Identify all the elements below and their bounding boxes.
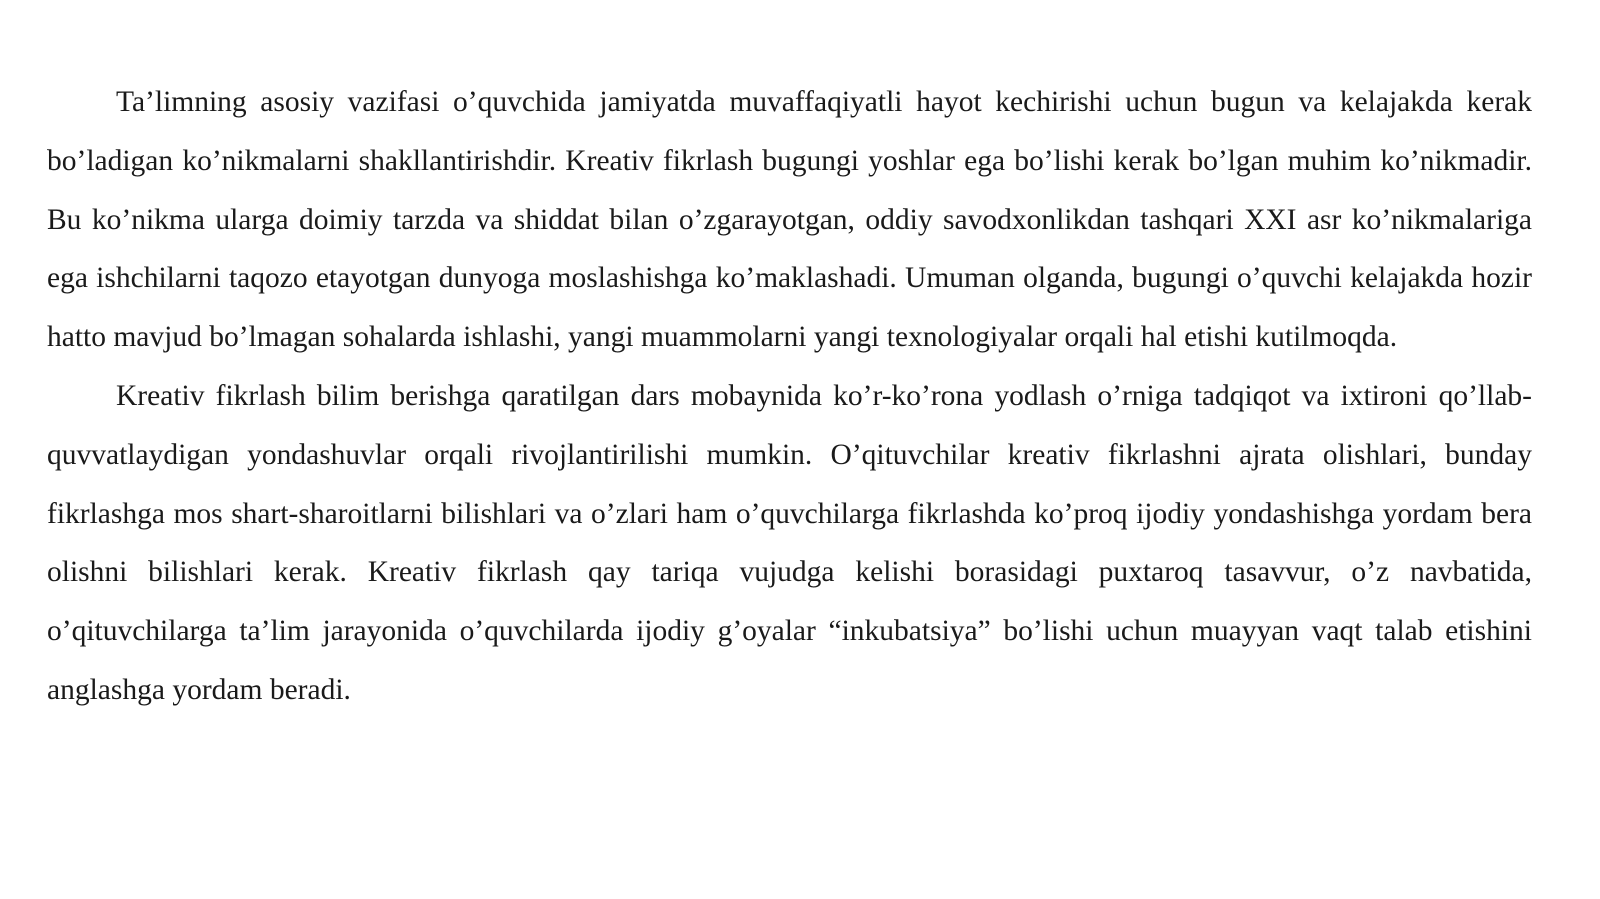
document-page — [47, 73, 1532, 720]
paragraph-1: Ta’limning asosiy vazifasi o’quvchida jamiyatda muvaffaqiyatli hayot kechirishi uchun bugun va kelajakda kerak bo’ladigan ko’nikmalarni shakllantirishdir. Kreativ fikrlash bugungi yoshlar ega bo’lishi kerak bo’lgan muhim ko’nikmadir. Bu ko’nikma ularga doimiy tarzda va shiddat bilan o’zgarayotgan, oddiy savodxonlikdan tashqari XXI asr ko’nikmalariga ega ishchilarni taqozo etayotgan dunyoga moslashishga ko’maklashadi. Umuman olganda, bugungi o’quvchi kelajakda hozir hatto mavjud bo’lmagan sohalarda ishlashi, yangi muammolarni yangi texnologiyalar orqali hal etishi kutilmoqda. — [47, 86, 1532, 354]
paragraph-2: Kreativ fikrlash bilim berishga qaratilgan dars mobaynida ko’r-ko’rona yodlash o’rniga tadqiqot va ixtironi qo’llab-quvvatlaydigan yondashuvlar orqali rivojlantirilishi mumkin. O’qituvchilar kreativ fikrlashni ajrata olishlari, bunday fikrlashga mos shart-sharoitlarni bilishlari va o’zlari ham o’quvchilarga fikrlashda ko’proq ijodiy yondashishga yordam bera olishni bilishlari kerak. Kreativ fikrlash qay tariqa vujudga kelishi borasidagi puxtaroq tasavvur, o’z navbatida, o’qituvchilarga ta’lim jarayonida o’quvchilarda ijodiy g’oyalar “inkubatsiya” bo’lishi uchun muayyan vaqt talab etishini anglashga yordam beradi. — [47, 379, 1532, 706]
